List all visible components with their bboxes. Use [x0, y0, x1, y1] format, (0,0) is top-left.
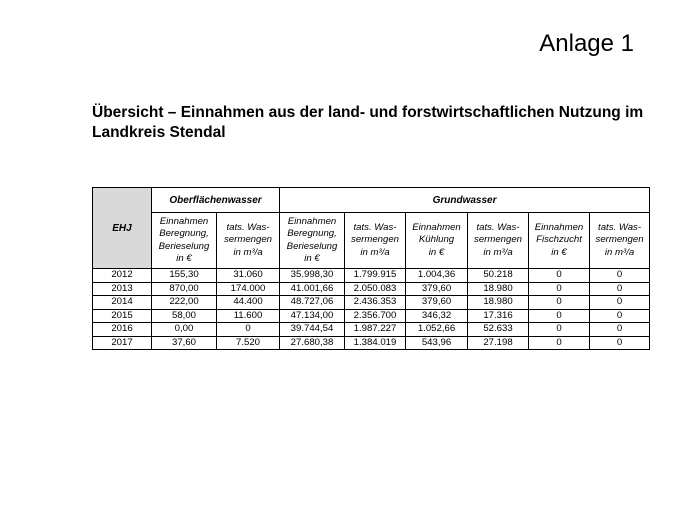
table-cell: 27.680,38	[280, 336, 345, 350]
year-cell: 2016	[93, 323, 152, 337]
year-cell: 2014	[93, 296, 152, 310]
column-header: Einnahmen Kühlung in €	[406, 213, 468, 269]
table-cell: 0,00	[152, 323, 217, 337]
table-cell: 222,00	[152, 296, 217, 310]
table-cell: 18.980	[468, 282, 529, 296]
table-cell: 48.727,06	[280, 296, 345, 310]
column-header: tats. Was- sermengen in m³/a	[345, 213, 406, 269]
table-cell: 2.436.353	[345, 296, 406, 310]
column-header: Einnahmen Beregnung, Berieselung in €	[280, 213, 345, 269]
table-body	[93, 269, 650, 350]
table-cell: 2.356.700	[345, 309, 406, 323]
table-cell: 0	[590, 336, 650, 350]
table-cell: 1.987.227	[345, 323, 406, 337]
table-cell: 0	[529, 309, 590, 323]
table-cell: 0	[590, 269, 650, 283]
table-cell: 50.218	[468, 269, 529, 283]
column-header: Einnahmen Fischzucht in €	[529, 213, 590, 269]
table-cell: 543,96	[406, 336, 468, 350]
column-header: Einnahmen Beregnung, Berieselung in €	[152, 213, 217, 269]
year-cell: 2017	[93, 336, 152, 350]
table-cell: 58,00	[152, 309, 217, 323]
groundwater-header: Grundwasser	[280, 188, 650, 213]
table-row	[93, 309, 650, 323]
table-cell: 0	[529, 282, 590, 296]
table-cell: 2.050.083	[345, 282, 406, 296]
table-subheader-row	[93, 213, 650, 269]
table-cell: 41.001,66	[280, 282, 345, 296]
table-cell: 0	[590, 282, 650, 296]
ehj-header: EHJ	[93, 188, 152, 269]
table-cell: 39.744,54	[280, 323, 345, 337]
table-cell: 155,30	[152, 269, 217, 283]
table-cell: 174.000	[217, 282, 280, 296]
table-cell: 17.316	[468, 309, 529, 323]
table-cell: 1.052,66	[406, 323, 468, 337]
year-cell: 2015	[93, 309, 152, 323]
table-cell: 1.384.019	[345, 336, 406, 350]
revenue-table	[92, 187, 650, 350]
table-cell: 1.799.915	[345, 269, 406, 283]
table-cell: 379,60	[406, 296, 468, 310]
annex-label: Anlage 1	[539, 30, 634, 57]
column-header: tats. Was- sermengen in m³/a	[590, 213, 650, 269]
table-cell: 44.400	[217, 296, 280, 310]
surface-water-header: Oberflächenwasser	[152, 188, 280, 213]
table-row	[93, 336, 650, 350]
table-row	[93, 269, 650, 283]
table-cell: 0	[590, 309, 650, 323]
table-row	[93, 296, 650, 310]
table-cell: 0	[529, 296, 590, 310]
table-cell: 346,32	[406, 309, 468, 323]
table-cell: 37,60	[152, 336, 217, 350]
table-row	[93, 282, 650, 296]
table-cell: 0	[529, 323, 590, 337]
table-cell: 0	[529, 269, 590, 283]
table-cell: 0	[529, 336, 590, 350]
table-cell: 18.980	[468, 296, 529, 310]
table-group-header-row	[93, 188, 650, 213]
table-cell: 47.134,00	[280, 309, 345, 323]
table-cell: 1.004,36	[406, 269, 468, 283]
page-title: Übersicht – Einnahmen aus der land- und forstwirtschaftlichen Nutzung im Landkreis Stendal	[92, 104, 644, 141]
table-cell: 35.998,30	[280, 269, 345, 283]
table-row	[93, 323, 650, 337]
table-cell: 870,00	[152, 282, 217, 296]
table-cell: 0	[590, 323, 650, 337]
table-cell: 0	[590, 296, 650, 310]
table-cell: 379,60	[406, 282, 468, 296]
table-cell: 7.520	[217, 336, 280, 350]
table-cell: 11.600	[217, 309, 280, 323]
table-cell: 27.198	[468, 336, 529, 350]
column-header: tats. Was- sermengen in m³/a	[217, 213, 280, 269]
year-cell: 2013	[93, 282, 152, 296]
table-cell: 52.633	[468, 323, 529, 337]
table-cell: 0	[217, 323, 280, 337]
table-cell: 31.060	[217, 269, 280, 283]
year-cell: 2012	[93, 269, 152, 283]
column-header: tats. Was- sermengen in m³/a	[468, 213, 529, 269]
